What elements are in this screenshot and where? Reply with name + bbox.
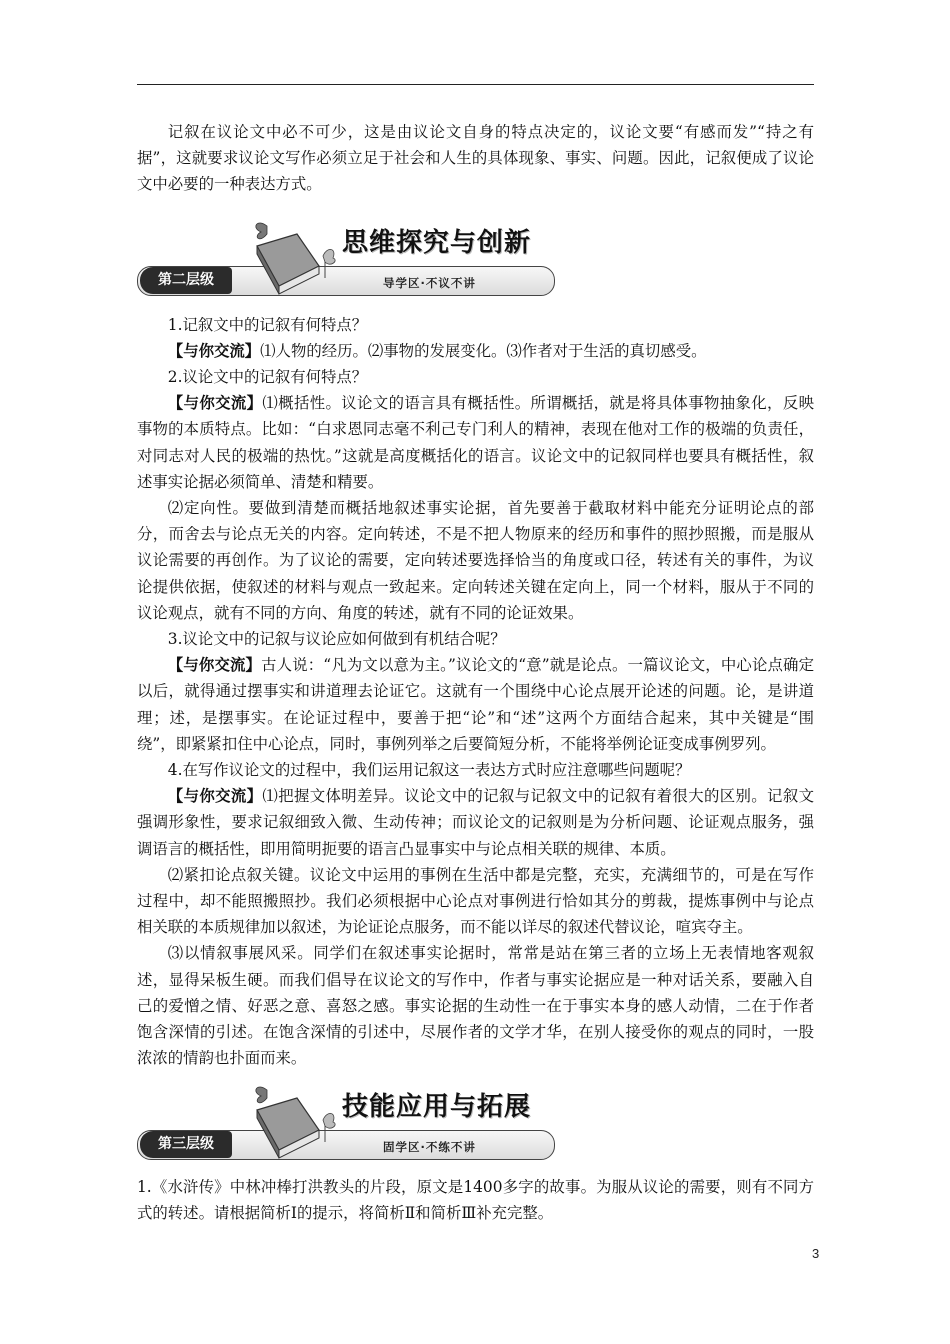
page-number: 3: [812, 1246, 820, 1261]
intro-paragraph: 记叙在议论文中必不可少，这是由议论文自身的特点决定的，议论文要“有感而发”“持之有据”，这就要求议论文写作必须立足于社会和人生的具体现象、事实、问题。因此，记叙便成了议论文中必要的一种表达方式。: [137, 123, 814, 194]
section-banner-level-3: [137, 1080, 557, 1166]
book-butterfly-icon: [227, 1080, 347, 1166]
question-1: 1.记叙文中的记叙有何特点？: [167, 315, 368, 334]
answer-4-part-2: ⑵紧扣论点叙关键。议论文中运用的事例在生活中都是完整，充实，充满细节的，可是在写作过程中，却不能照搬照抄。我们必须根据中心论点对事例进行恰如其分的剪裁，提炼事例中与论点相关联的本质规律加以叙述，为论证论点服务，而不能以详尽的叙述代替议论，喧宾夺主。: [137, 865, 814, 937]
answer-4-part-3: ⑶以情叙事展风采。同学们在叙述事实论据时，常常是站在第三者的立场上无表情地客观叙述，显得呆板生硬。而我们倡导在议论文的写作中，作者与事实论据应是一种对话关系，要融入自己的爱憎之情、好恶之意、喜怒之感。事实论据的生动性一在于事实本身的感人动情，二在于作者饱含深情的引述。在饱含深情的引述中，尽展作者的文学才华，在别人接受你的观点的同时，一股浓浓的情韵也扑面而来。: [137, 944, 814, 1068]
answer-4: [137, 783, 814, 862]
exercise-1: 1.《水浒传》中林冲棒打洪教头的片段，原文是1400多字的故事。为服从议论的需要，则有不同方式的转述。请根据简析Ⅰ的提示，将简析Ⅱ和简析Ⅲ补充完整。: [137, 1177, 814, 1222]
answer-3: [137, 652, 814, 757]
answer-text: ⑴人物的经历。⑵事物的发展变化。⑶作者对于生活的真切感受。: [260, 341, 707, 360]
answer-2: [137, 390, 814, 495]
answer-1: [137, 338, 814, 364]
answer-text: ⑴概括性。议论文的语言具有概括性。所谓概括，就是将具体事物抽象化，反映事物的本质特点。比如：“白求恩同志毫不利己专门利人的精神，表现在他对工作的极端的负责任，对同志对人民的极端的热忱。”这就是高度概括化的语言。议论文中的记叙同样也要具有概括性，叙述事实论据必须简单、清楚和精要。: [137, 394, 814, 491]
header-rule: [137, 84, 814, 85]
section-title: 思维探究与创新: [342, 227, 532, 258]
page-content: [137, 119, 814, 1226]
question-4: 4.在写作议论文的过程中，我们运用记叙这一表达方式时应注意哪些问题呢？: [167, 761, 691, 780]
level-badge: 第三层级: [140, 1131, 232, 1158]
answer-2-part-2: ⑵定向性。要做到清楚而概括地叙述事实论据，首先要善于截取材料中能充分证明论点的部分，而舍去与论点无关的内容。定向转述，不是不把人物原来的经历和事件的照抄照搬，而是服从议论需要的再创作。为了议论的需要，定向转述要选择恰当的角度或口径，转述有关的事件，为议论提供依据，使叙述的材料与观点一致起来。定向转述关键在定向上，同一个材料，服从于不同的议论观点，就有不同的方向、角度的转述，就有不同的论证效果。: [137, 499, 814, 622]
section-banner-level-2: [137, 216, 557, 302]
level-badge: 第二层级: [140, 267, 232, 294]
section-subtitle: 固学区·不练不讲: [383, 1139, 476, 1154]
answer-text: 古人说：“凡为文以意为主。”议论文的“意”就是论点。一篇议论文，中心论点确定以后，就得通过摆事实和讲道理去论证它。这就有一个围绕中心论点展开论述的问题。论，是讲道理；述，是摆事实。在论证过程中，要善于把“论”和“述”这两个方面结合起来，其中关键是“围绕”，即紧紧扣住中心论点，同时，事例列举之后要简短分析，不能将举例论证变成事例罗列。: [137, 656, 814, 753]
answer-text: ⑴把握文体明差异。议论文中的记叙与记叙文中的记叙有着很大的区别。记叙文强调形象性，要求记叙细致入微、生动传神；而议论文的记叙则是为分析问题、论证观点服务，强调语言的概括性，即用简明扼要的语言凸显事实中与论点相关联的规律、本质。: [137, 787, 814, 858]
question-3: 3.议论文中的记叙与议论应如何做到有机结合呢？: [167, 630, 506, 649]
section-title: 技能应用与拓展: [342, 1091, 532, 1122]
section-subtitle: 导学区·不议不讲: [383, 275, 476, 290]
answer-label: 【与你交流】: [167, 394, 263, 413]
question-2: 2.议论文中的记叙有何特点？: [167, 368, 368, 387]
answer-label: 【与你交流】: [167, 341, 261, 360]
answer-label: 【与你交流】: [167, 787, 263, 806]
book-butterfly-icon: [227, 216, 347, 302]
answer-label: 【与你交流】: [167, 656, 262, 675]
